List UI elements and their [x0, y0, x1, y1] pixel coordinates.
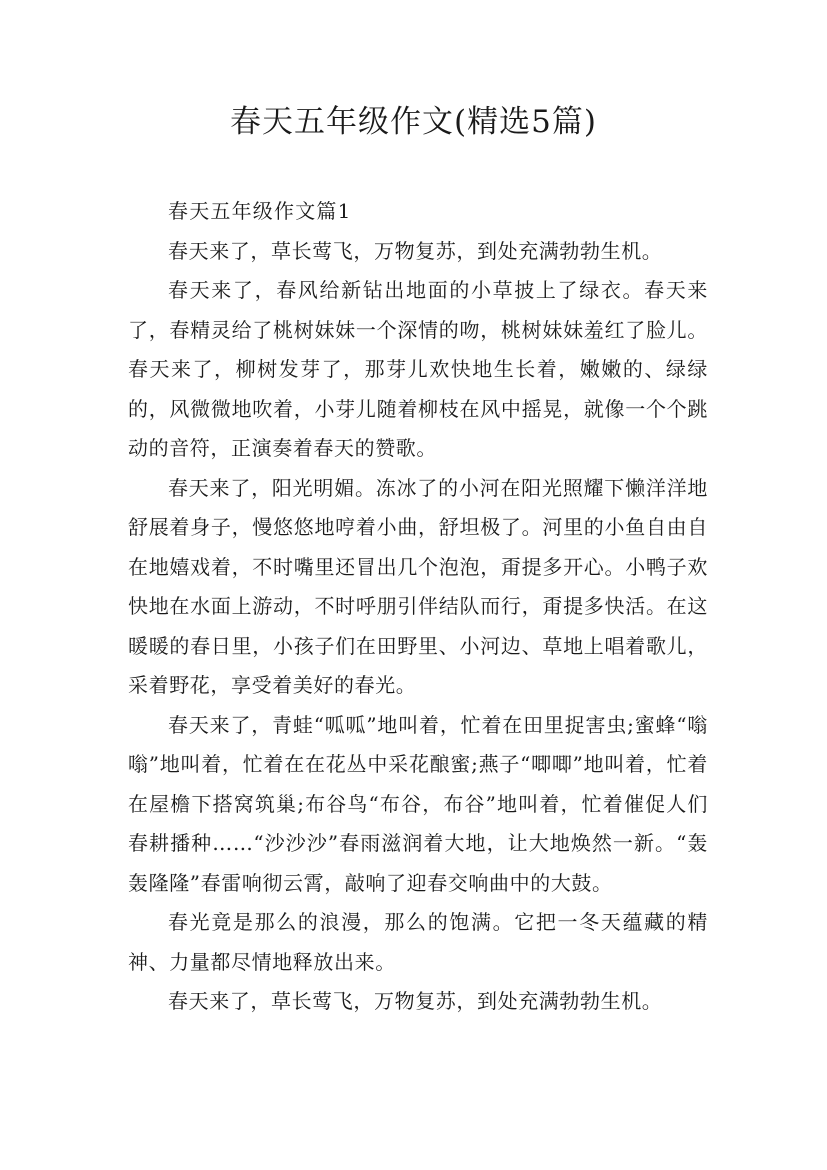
paragraph-3: 春天来了，阳光明媚。冻冰了的小河在阳光照耀下懒洋洋地舒展着身子，慢悠悠地哼着小曲，舒坦极了。河里的小鱼自由自在地嬉戏着，不时嘴里还冒出几个泡泡，甭提多开心。小鸭子欢快地在水面上游动，不时呼朋引伴结队而行，甭提多快活。在这暖暖的春日里，小孩子们在田野里、小河边、草地上唱着歌儿，采着野花，享受着美好的春光。 — [128, 475, 708, 697]
essay-heading: 春天五年级作文篇1 — [168, 199, 352, 223]
paragraph-2: 春天来了，春风给新钻出地面的小草披上了绿衣。春天来了，春精灵给了桃树妹妹一个深情的吻，桃树妹妹羞红了脸儿。春天来了，柳树发芽了，那芽儿欢快地生长着，嫩嫩的、绿绿的，风微微地吹着，小芽儿随着柳枝在风中摇晃，就像一个个跳动的音符，正演奏着春天的赞歌。 — [128, 278, 708, 460]
paragraph-4: 春天来了，青蛙“呱呱”地叫着，忙着在田里捉害虫;蜜蜂“嗡嗡”地叫着，忙着在在花丛中采花酿蜜;燕子“唧唧”地叫着，忙着在屋檐下搭窝筑巢;布谷鸟“布谷，布谷”地叫着，忙着催促人们春耕播种……“沙沙沙”春雨滋润着大地，让大地焕然一新。“轰轰隆隆”春雷响彻云霄，敲响了迎春交响曲中的大鼓。 — [128, 712, 708, 895]
paragraph-1: 春天来了，草长莺飞，万物复苏，到处充满勃勃生机。 — [168, 238, 663, 263]
document-title: 春天五年级作文(精选5篇) — [230, 104, 597, 140]
paragraph-5: 春光竟是那么的浪漫，那么的饱满。它把一冬天蕴藏的精神、力量都尽情地释放出来。 — [128, 910, 708, 974]
paragraph-6: 春天来了，草长莺飞，万物复苏，到处充满勃勃生机。 — [168, 989, 663, 1013]
document-body — [128, 192, 708, 1022]
